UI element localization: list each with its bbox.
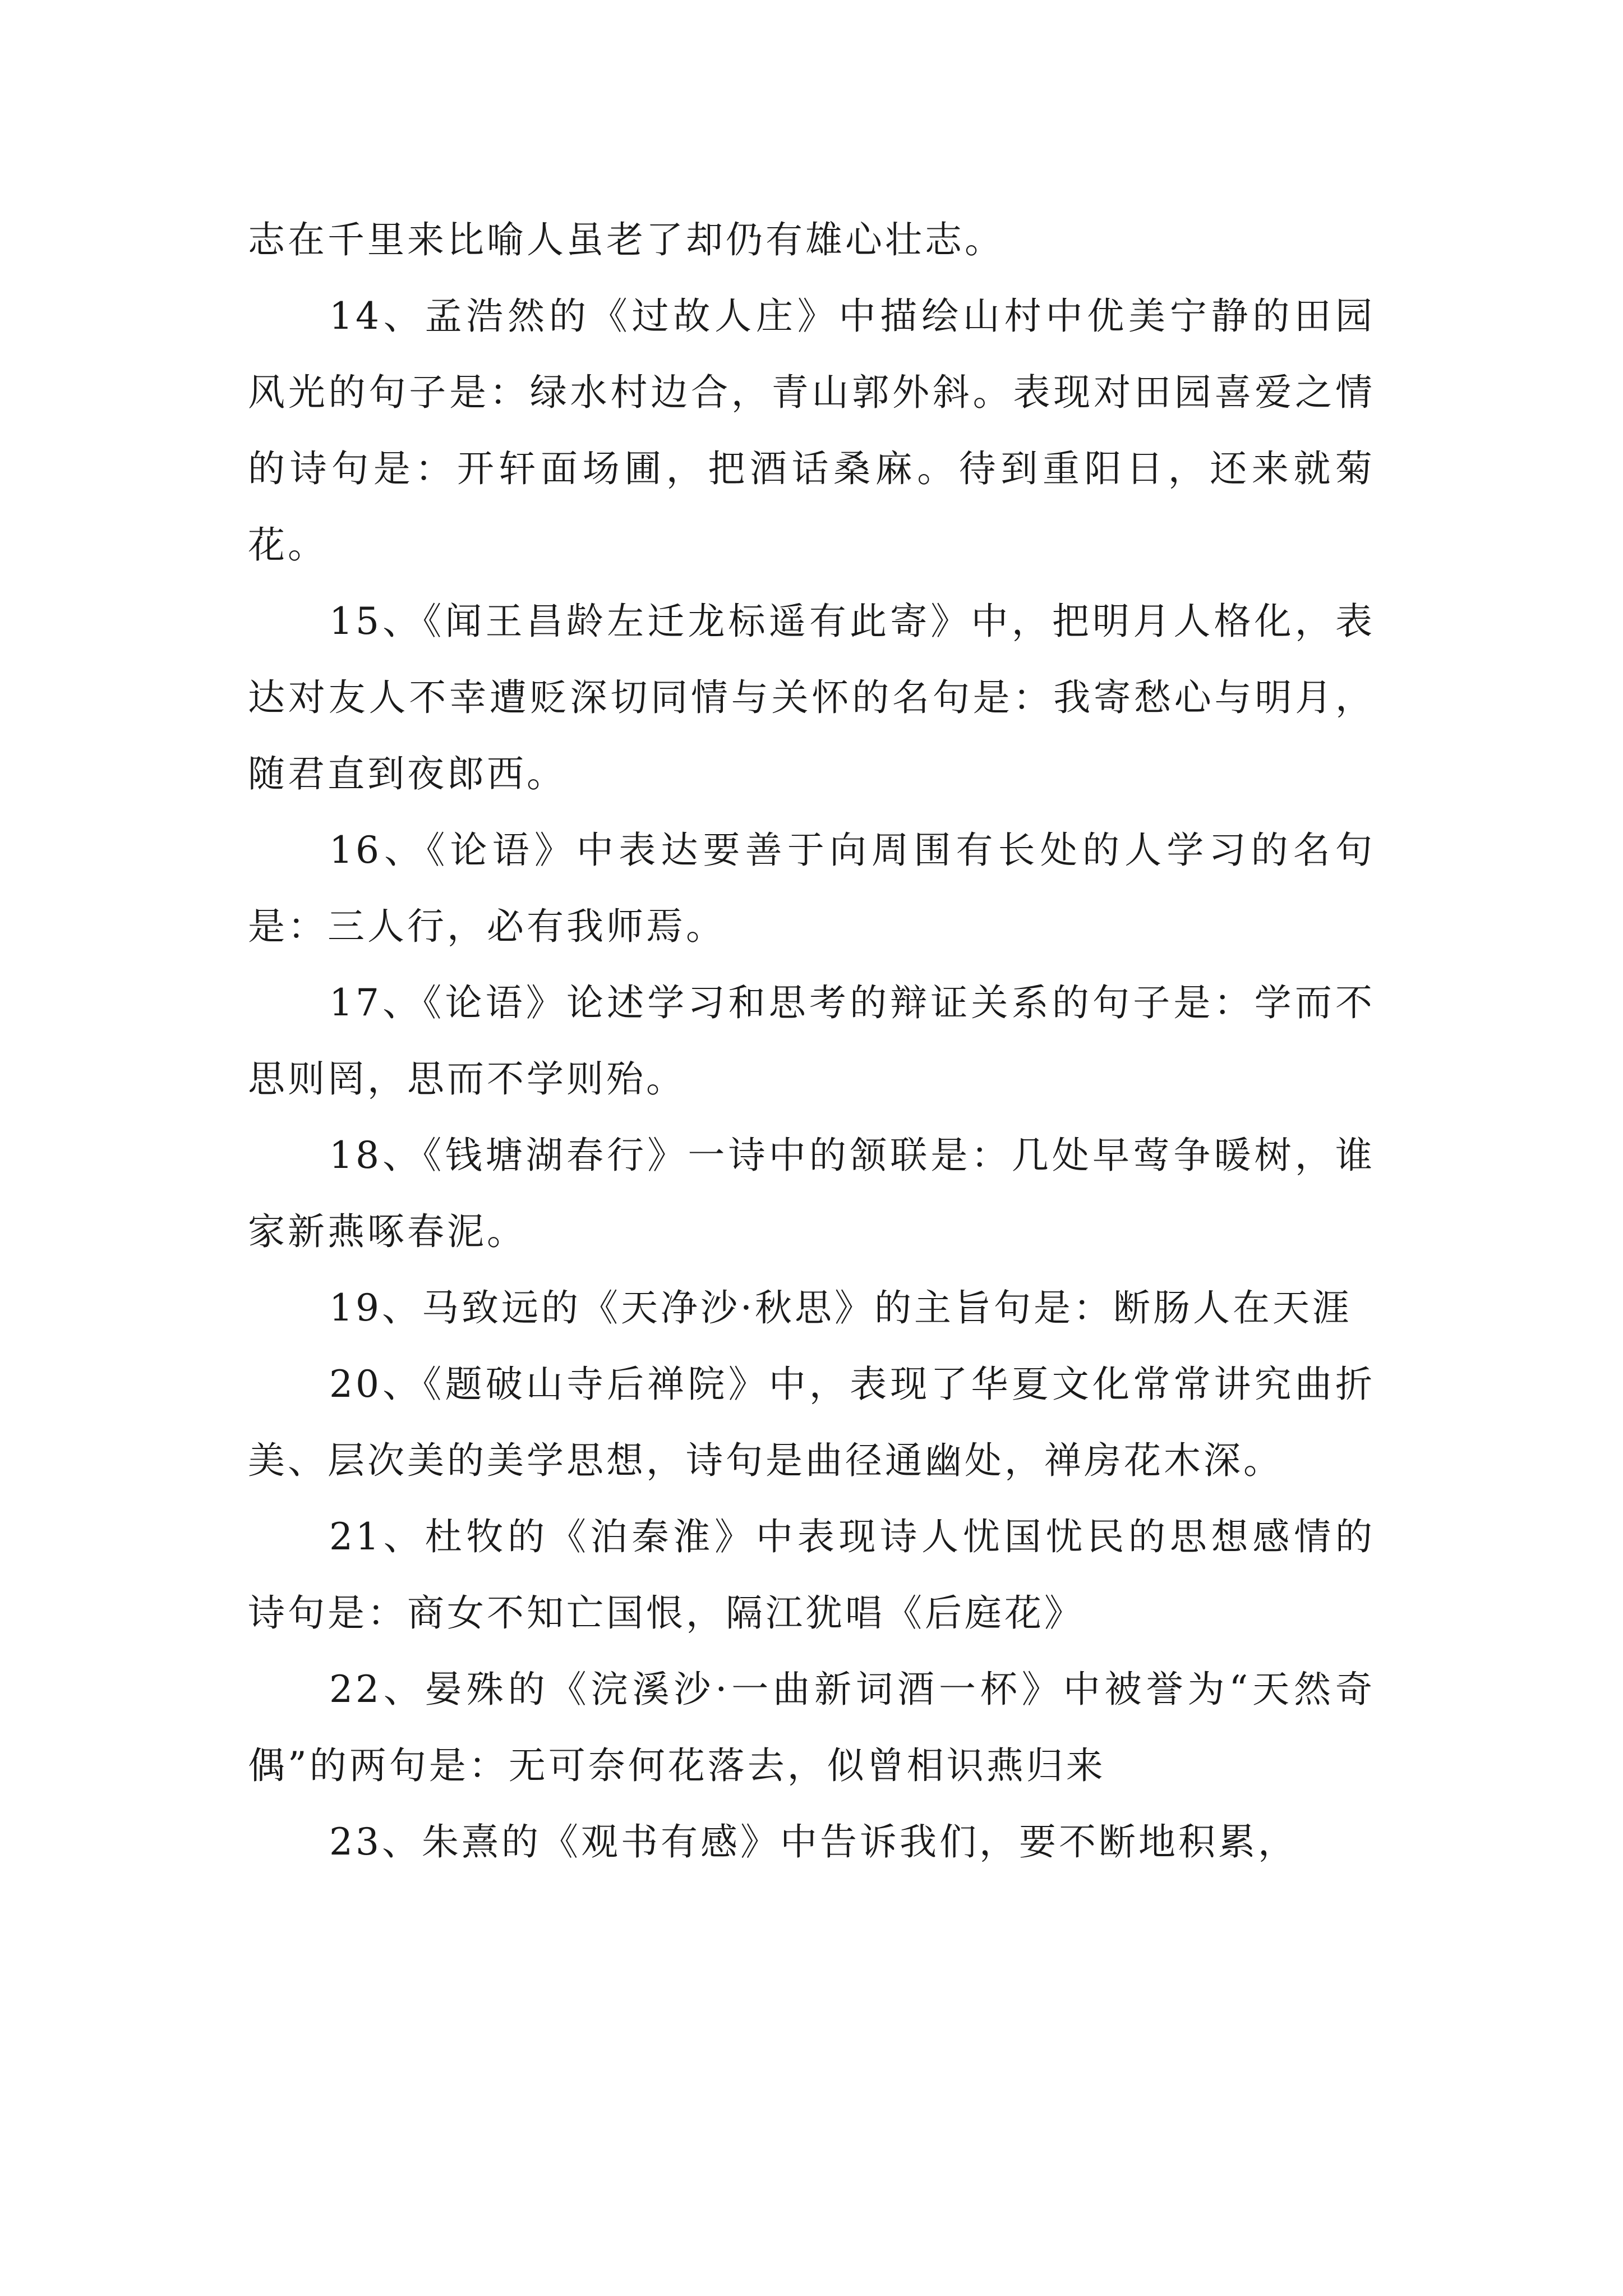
- paragraph-item-17: 17、《论语》论述学习和思考的辩证关系的句子是：学而不思则罔，思而不学则殆。: [248, 981, 1375, 1101]
- paragraph-continuation: 志在千里来比喻人虽老了却仍有雄心壮志。: [248, 218, 1004, 261]
- paragraph-item-21: 21、杜牧的《泊秦淮》中表现诗人忧国忧民的思想感情的诗句是：商女不知亡国恨，隔江犹唱《后庭花》: [248, 1515, 1375, 1635]
- paragraph-item-15: 15、《闻王昌龄左迁龙标遥有此寄》中，把明月人格化，表达对友人不幸遭贬深切同情与关怀的名句是：我寄愁心与明月，随君直到夜郎西。: [248, 600, 1375, 795]
- paragraph-item-16: 16、《论语》中表达要善于向周围有长处的人学习的名句是：三人行，必有我师焉。: [248, 829, 1375, 948]
- document-body: [248, 202, 1375, 1880]
- paragraph-item-20: 20、《题破山寺后禅院》中，表现了华夏文化常常讲究曲折美、层次美的美学思想，诗句是曲径通幽处，禅房花木深。: [248, 1363, 1375, 1482]
- paragraph-item-23: 23、朱熹的《观书有感》中告诉我们，要不断地积累，: [329, 1820, 1298, 1864]
- paragraph-item-22: 22、晏殊的《浣溪沙·一曲新词酒一杯》中被誉为“天然奇偶”的两句是：无可奈何花落去，似曾相识燕归来: [248, 1668, 1375, 1787]
- paragraph-item-19: 19、马致远的《天净沙·秋思》的主旨句是：断肠人在天涯: [329, 1286, 1352, 1329]
- paragraph-item-14: 14、孟浩然的《过故人庄》中描绘山村中优美宁静的田园风光的句子是：绿水村边合，青山郭外斜。表现对田园喜爱之情的诗句是：开轩面场圃，把酒话桑麻。待到重阳日，还来就菊花。: [248, 295, 1375, 567]
- paragraph-item-18: 18、《钱塘湖春行》一诗中的颔联是：几处早莺争暖树，谁家新燕啄春泥。: [248, 1134, 1375, 1253]
